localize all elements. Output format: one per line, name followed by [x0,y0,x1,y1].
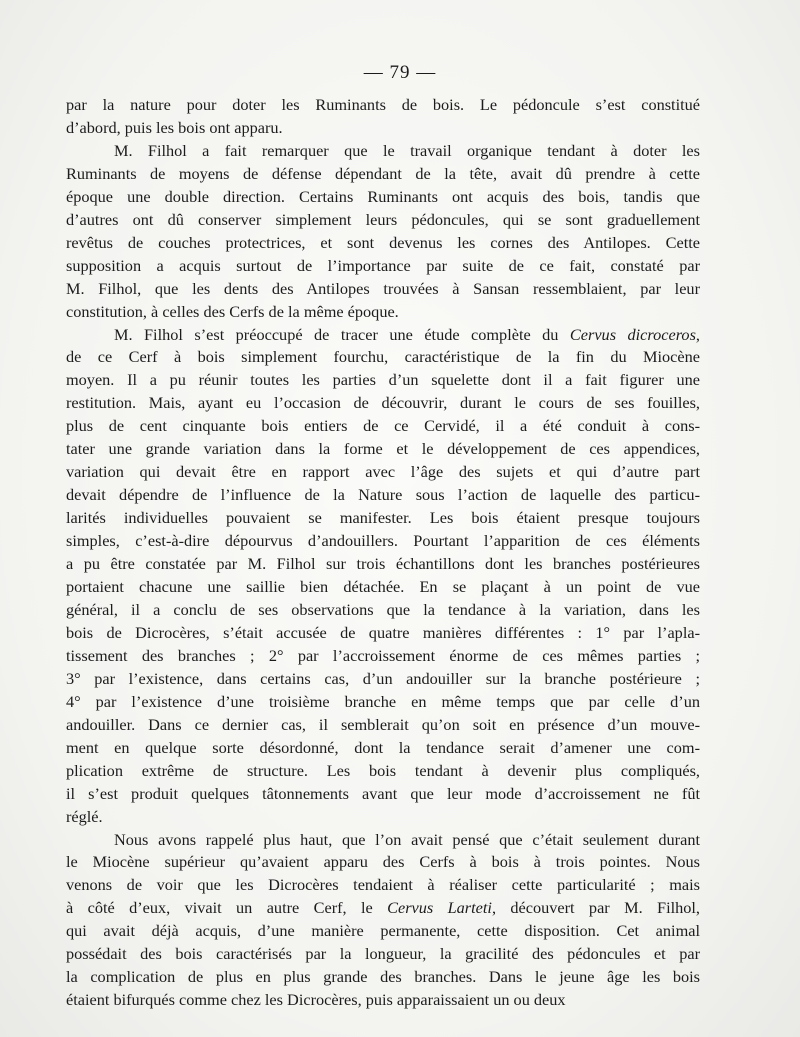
text-line: Nous avons rappelé plus haut, que l’on avait pensé que c’était seulement durant [114,829,700,849]
text-line: 4° par l’existence d’une troisième branche en même temps que par celle d’un [66,691,700,711]
paragraph [66,140,700,324]
text-line: M. Filhol s’est préoccupé de tracer une étude complète du Cervus dicroceros, [114,324,700,344]
page-number: — 79 — [363,62,437,83]
text-line: larités individuelles pouvaient se manifester. Les bois étaient presque toujours [66,508,700,528]
text-line: M. Filhol a fait remarquer que le travail organique tendant à doter les [114,140,700,160]
paragraph [66,829,700,1013]
text-line: la complication de plus en plus grande des branches. Dans le jeune âge les bois [66,967,700,987]
text-line: M. Filhol, que les dents des Antilopes trouvées à Sansan ressemblaient, par leur [66,278,700,298]
text-line: bois de Dicrocères, s’était accusée de quatre manières différentes : 1° par l’apla- [66,622,700,642]
text-line: à côté d’eux, vivait un autre Cerf, le Cervus Larteti, découvert par M. Filhol, [66,898,700,918]
text-line: 3° par l’existence, dans certains cas, d’un andouiller sur la branche postérieure ; [66,668,700,688]
text-line: étaient bifurqués comme chez les Dicrocères, puis apparaissaient un ou deux [66,990,566,1010]
text-line: variation qui devait être en rapport avec l’âge des sujets et qui d’autre part [66,462,700,482]
text-line: devait dépendre de l’influence de la Nature sous l’action de laquelle des particu- [66,485,700,505]
text-line: constitution, à celles des Cerfs de la même époque. [66,301,399,321]
body-text [66,94,700,1012]
paragraph [66,94,700,140]
text-line: plus de cent cinquante bois entiers de ce Cervidé, il a été conduit à cons- [66,416,700,436]
text-line: Ruminants de moyens de défense dépendant de la tête, avait dû prendre à cette [66,163,700,183]
text-line: moyen. Il a pu réunir toutes les parties d’un squelette dont il a fait figurer une [66,370,700,390]
text-line: tissement des branches ; 2° par l’accroissement énorme de ces mêmes parties ; [66,645,700,665]
text-line: par la nature pour doter les Ruminants de bois. Le pédoncule s’est constitué [66,95,700,114]
text-line: qui avait déjà acquis, d’une manière permanente, cette disposition. Cet animal [66,921,700,941]
text-line: époque une double direction. Certains Ruminants ont acquis des bois, tandis que [66,186,700,206]
text-line: supposition a acquis surtout de l’importance par suite de ce fait, constaté par [66,255,700,275]
text-line: de ce Cerf à bois simplement fourchu, caractéristique de la fin du Miocène [66,347,700,367]
text-line: plication extrême de structure. Les bois tendant à devenir plus compliqués, [66,760,700,780]
text-line: ment en quelque sorte désordonné, dont la tendance serait d’amener une com- [66,737,700,757]
text-line: il s’est produit quelques tâtonnements avant que leur mode d’accroissement ne fût [66,783,700,803]
text-line: restitution. Mais, ayant eu l’occasion de découvrir, durant le cours de ses fouilles, [66,393,700,413]
text-line: le Miocène supérieur qu’avaient apparu des Cerfs à bois à trois pointes. Nous [66,852,700,872]
text-line: a pu être constatée par M. Filhol sur trois échantillons dont les branches postérieures [66,554,700,574]
text-line: général, il a conclu de ses observations que la tendance à la variation, dans les [66,599,700,619]
paragraph [66,324,700,829]
text-line: réglé. [66,806,103,826]
text-line: andouiller. Dans ce dernier cas, il semblerait qu’on soit en présence d’un mouve- [66,714,700,734]
text-line: venons de voir que les Dicrocères tendaient à réaliser cette particularité ; mais [66,875,700,895]
text-line: d’abord, puis les bois ont apparu. [66,117,283,137]
text-line: revêtus de couches protectrices, et sont devenus les cornes des Antilopes. Cette [66,232,700,252]
text-line: d’autres ont dû conserver simplement leurs pédoncules, qui se sont graduellement [66,209,700,229]
text-line: tater une grande variation dans la forme et le développement de ces appendices, [66,439,700,459]
text-line: portaient chacune une saillie bien détachée. En se plaçant à un point de vue [66,577,700,597]
text-line: possédait des bois caractérisés par la longueur, la gracilité des pédoncules et par [66,944,700,964]
text-line: simples, c’est-à-dire dépourvus d’andouillers. Pourtant l’apparition de ces éléments [66,531,700,551]
